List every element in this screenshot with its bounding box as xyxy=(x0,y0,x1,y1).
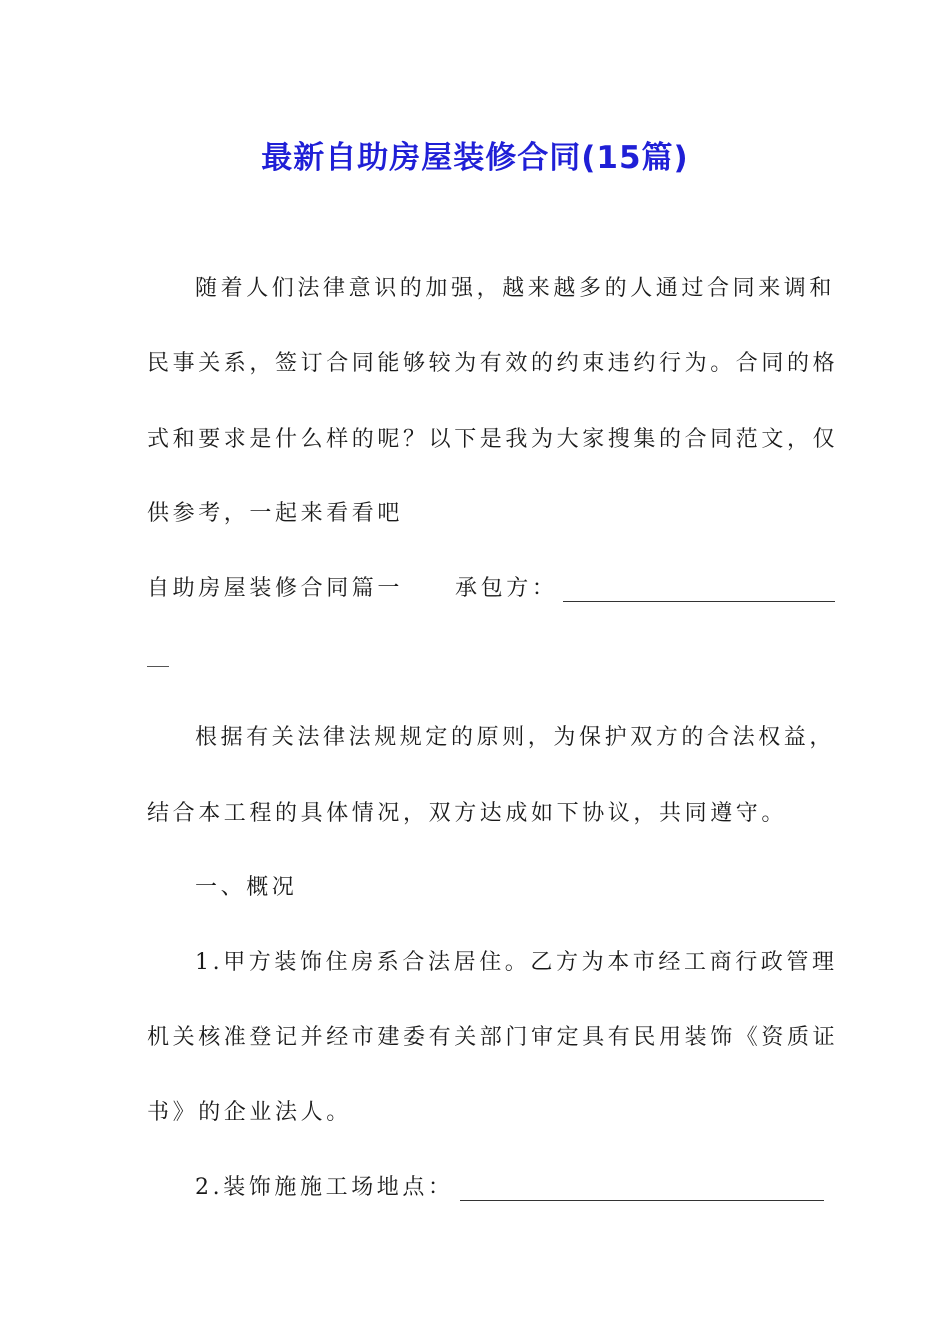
item1-line-2: 机关核准登记并经市建委有关部门审定具有民用装饰《资质证 xyxy=(147,1025,839,1050)
contractor-label: 承包方： xyxy=(455,576,558,601)
overview-heading: 一、概况 xyxy=(195,875,298,900)
item2-row xyxy=(195,1170,807,1201)
section-heading-row xyxy=(147,571,807,602)
contractor-blank xyxy=(563,579,835,602)
section-heading: 自助房屋装修合同篇一 xyxy=(147,576,404,601)
intro-line-4: 供参考，一起来看看吧 xyxy=(147,501,404,526)
intro-line-3: 式和要求是什么样的呢？以下是我为大家搜集的合同范文，仅 xyxy=(147,427,839,452)
item1-line-3: 书》的企业法人。 xyxy=(147,1100,352,1125)
item2-label: 2.装饰施施工场地点： xyxy=(195,1175,454,1200)
intro-line-2: 民事关系，签订合同能够较为有效的约束违约行为。合同的格 xyxy=(147,351,839,376)
site-location-blank xyxy=(460,1178,824,1201)
principle-line-2: 结合本工程的具体情况，双方达成如下协议，共同遵守。 xyxy=(147,801,788,826)
principle-line-1: 根据有关法律法规规定的原则，为保护双方的合法权益， xyxy=(195,725,836,750)
intro-line-1: 随着人们法律意识的加强，越来越多的人通过合同来调和 xyxy=(195,276,836,301)
contractor-blank-continuation xyxy=(147,666,169,667)
document-title: 最新自助房屋装修合同(15篇) xyxy=(261,140,689,176)
item1-line-1: 1.甲方装饰住房系合法居住。乙方为本市经工商行政管理 xyxy=(195,950,838,975)
